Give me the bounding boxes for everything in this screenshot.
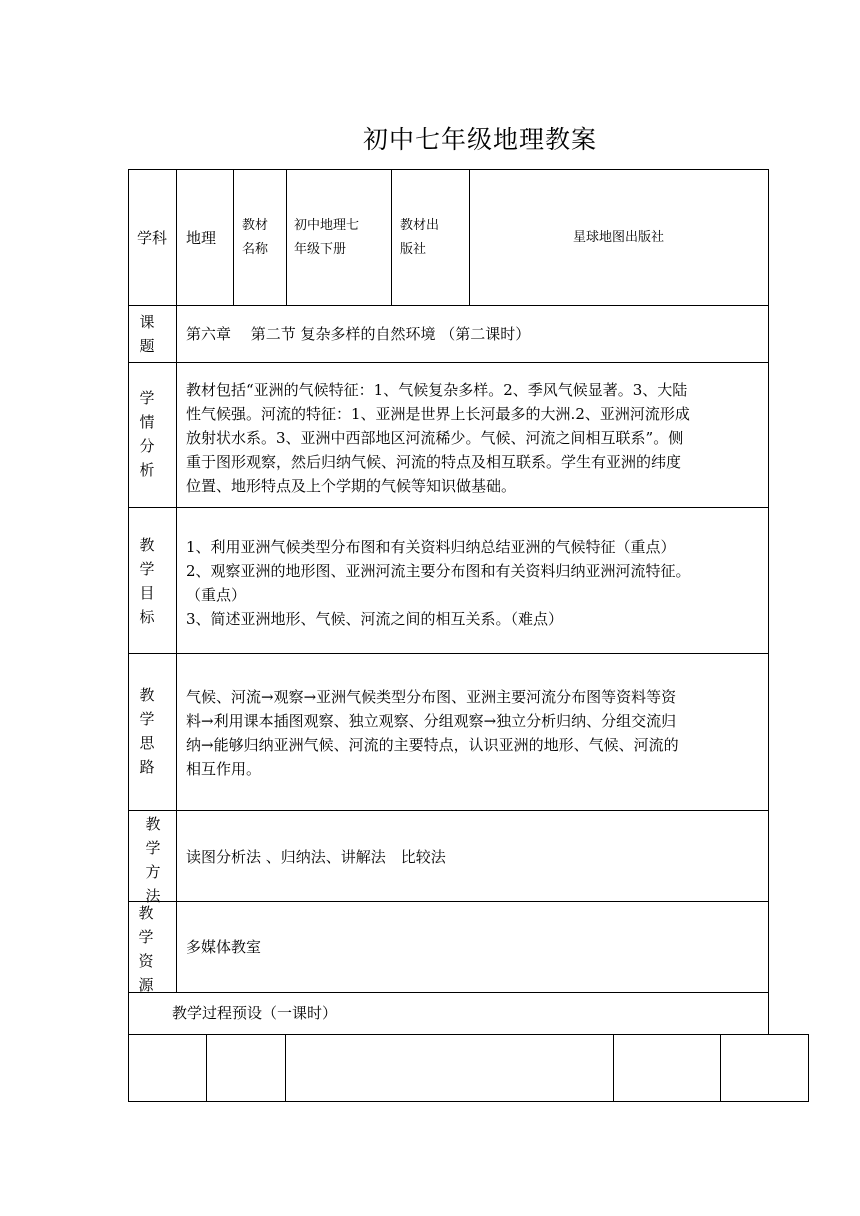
approach-label bbox=[132, 683, 162, 779]
publisher-label-2: 版社 bbox=[400, 242, 427, 257]
objectives-line: 2、观察亚洲的地形图、亚洲河流主要分布图和有关资料归纳亚洲河流特征。 bbox=[186, 562, 691, 580]
analysis-label-char: 分 bbox=[139, 437, 155, 455]
methods-label-char: 方 bbox=[145, 863, 161, 881]
resources-label-char: 学 bbox=[138, 928, 154, 946]
publisher-value: 星球地图出版社 bbox=[572, 230, 664, 245]
process-cell bbox=[285, 1034, 613, 1101]
objectives-line: （重点） bbox=[186, 586, 247, 604]
resources-label-char: 资 bbox=[138, 952, 154, 970]
process-cell bbox=[720, 1034, 808, 1101]
process-cell bbox=[206, 1034, 285, 1101]
approach-line: 气候、河流→观察→亚洲气候类型分布图、亚洲主要河流分布图等资料等资 bbox=[186, 688, 677, 706]
topic-value: 第六章 第二节 复杂多样的自然环境 （第二课时） bbox=[186, 325, 531, 343]
process-cell bbox=[128, 1034, 206, 1101]
topic-label bbox=[132, 310, 162, 358]
approach-label-char: 路 bbox=[139, 758, 155, 776]
approach-label-char: 教 bbox=[139, 686, 155, 704]
approach-line: 纳→能够归纳亚洲气候、河流的主要特点，认识亚洲的地形、气候、河流的 bbox=[186, 736, 679, 754]
approach-line: 相互作用。 bbox=[186, 760, 262, 778]
analysis-text bbox=[186, 378, 690, 498]
objectives-line: 3、简述亚洲地形、气候、河流之间的相互关系。（难点） bbox=[186, 610, 564, 628]
analysis-line: 教材包括“亚洲的气候特征：1、气候复杂多样。2、季风气候显著。3、大陆 bbox=[186, 381, 688, 399]
textbook-name-label-2: 名称 bbox=[242, 242, 269, 257]
methods-label bbox=[138, 812, 168, 908]
page-title: 初中七年级地理教案 bbox=[362, 125, 597, 154]
textbook-name-label: 教材 bbox=[242, 218, 269, 233]
analysis-line: 放射状水系。3、亚洲中西部地区河流稀少。气候、河流之间相互联系”。侧 bbox=[186, 429, 684, 447]
resources-label-char: 教 bbox=[138, 904, 154, 922]
objectives-label-char: 教 bbox=[139, 536, 155, 554]
objectives-label bbox=[132, 533, 162, 629]
subject-value: 地理 bbox=[186, 229, 217, 247]
approach-line: 料→利用课本插图观察、独立观察、分组观察→独立分析归纳、分组交流归 bbox=[186, 712, 677, 730]
objectives-label-char: 学 bbox=[139, 560, 155, 578]
process-heading: 教学过程预设（一课时） bbox=[172, 1004, 338, 1022]
resources-value: 多媒体教室 bbox=[186, 938, 262, 956]
topic-label-char: 课 bbox=[139, 313, 155, 331]
analysis-line: 重于图形观察，然后归纳气候、河流的特点及相互联系。学生有亚洲的纬度 bbox=[186, 453, 682, 471]
textbook-name-value-2: 年级下册 bbox=[294, 242, 347, 257]
subject-label: 学科 bbox=[137, 229, 168, 247]
analysis-line: 位置、地形特点及上个学期的气候等知识做基础。 bbox=[186, 477, 517, 495]
approach-label-char: 学 bbox=[139, 710, 155, 728]
analysis-label-char: 情 bbox=[139, 413, 155, 431]
publisher-label: 教材出 bbox=[400, 218, 440, 233]
analysis-label-char: 析 bbox=[139, 461, 155, 479]
methods-label-char: 法 bbox=[145, 887, 161, 905]
objectives-label-char: 目 bbox=[139, 584, 155, 602]
analysis-label-char: 学 bbox=[139, 389, 155, 407]
analysis-line: 性气候强。河流的特征：1、亚洲是世界上长河最多的大洲.2、亚洲河流形成 bbox=[186, 405, 690, 423]
objectives-label-char: 标 bbox=[139, 608, 155, 626]
methods-value: 读图分析法 、归纳法、讲解法 比较法 bbox=[186, 848, 446, 866]
textbook-name-value: 初中地理七 bbox=[294, 218, 360, 233]
approach-label-char: 思 bbox=[139, 734, 155, 752]
process-cell bbox=[613, 1034, 720, 1101]
resources-label-char: 源 bbox=[138, 976, 154, 994]
methods-label-char: 学 bbox=[145, 839, 161, 857]
approach-text bbox=[186, 685, 679, 781]
methods-label-char: 教 bbox=[145, 815, 161, 833]
objectives-text bbox=[186, 535, 691, 631]
objectives-line: 1、利用亚洲气候类型分布图和有关资料归纳总结亚洲的气候特征（重点） bbox=[186, 538, 676, 556]
analysis-label bbox=[132, 386, 162, 482]
topic-label-char: 题 bbox=[139, 337, 155, 355]
resources-label bbox=[131, 901, 161, 997]
